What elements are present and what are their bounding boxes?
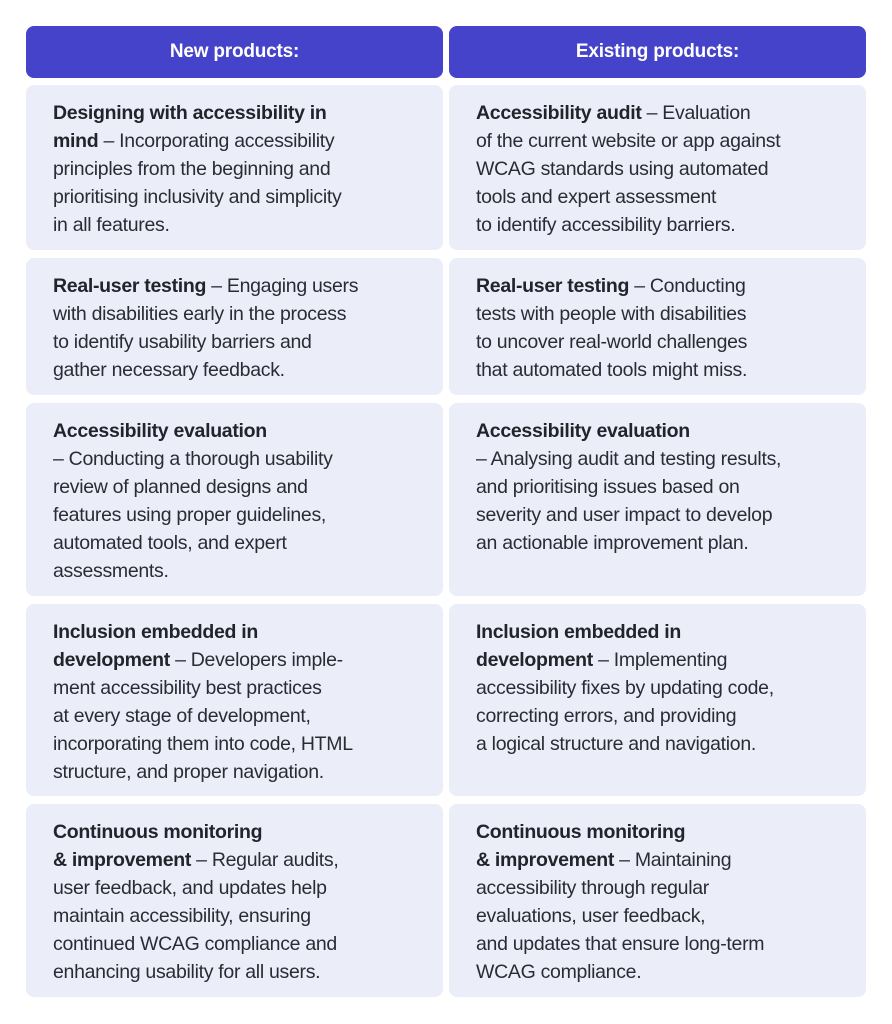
card-body-text: and updates that ensure long-term <box>476 933 765 955</box>
card-body-text: – Engaging users <box>206 275 359 297</box>
card-text-line <box>53 328 423 356</box>
card-text-line <box>53 300 423 328</box>
card-accessibility-evaluation <box>26 403 443 596</box>
card-body-text: review of planned designs and <box>53 476 308 498</box>
card-body-text: tests with people with disabilities <box>476 303 747 325</box>
card-inclusion-embedded <box>26 604 443 796</box>
card-continuous-monitoring <box>26 804 443 997</box>
card-text-line <box>476 529 846 557</box>
card-text-line <box>476 674 846 702</box>
card-text-line <box>53 155 423 183</box>
card-body-text: automated tools, and expert <box>53 532 287 554</box>
card-body-text: – Maintaining <box>614 849 732 871</box>
card-body-text: structure, and proper navigation. <box>53 761 324 783</box>
card-text-line <box>476 646 846 674</box>
card-body-text: of the current website or app against <box>476 130 781 152</box>
card-text-line <box>53 902 423 930</box>
card-real-user-testing <box>26 258 443 395</box>
card-text-line <box>476 930 846 958</box>
card-text-line <box>53 501 423 529</box>
card-title-text: development <box>476 649 593 671</box>
card-text-line <box>476 730 846 758</box>
card-text-line <box>53 473 423 501</box>
card-text-line <box>53 618 423 646</box>
card-body-text: – Analysing audit and testing results, <box>476 448 782 470</box>
card-text-line <box>476 473 846 501</box>
card-title-text: Accessibility audit <box>476 102 642 124</box>
card-body-text: – Regular audits, <box>191 849 339 871</box>
card-body-text: with disabilities early in the process <box>53 303 347 325</box>
new-products-header: New products: <box>26 26 443 78</box>
card-text-line <box>53 846 423 874</box>
existing-products-column <box>449 26 866 983</box>
card-body-text: evaluations, user feedback, <box>476 905 706 927</box>
card-text-line <box>53 958 423 986</box>
card-text-line <box>53 874 423 902</box>
existing-products-header: Existing products: <box>449 26 866 78</box>
card-text-line <box>53 99 423 127</box>
card-body-text: – Conducting <box>629 275 746 297</box>
card-text-line <box>53 211 423 239</box>
card-text-line <box>476 356 846 384</box>
card-body-text: to identify usability barriers and <box>53 331 312 353</box>
card-text-line <box>476 183 846 211</box>
card-body-text: severity and user impact to develop <box>476 504 773 526</box>
card-text-line <box>53 930 423 958</box>
card-body-text: gather necessary feedback. <box>53 359 285 381</box>
card-body-text: an actionable improvement plan. <box>476 532 749 554</box>
card-title-text: Designing with accessibility in <box>53 102 327 124</box>
card-accessibility-audit <box>449 85 866 250</box>
card-body-text: that automated tools might miss. <box>476 359 748 381</box>
card-text-line <box>53 272 423 300</box>
card-title-text: Inclusion embedded in <box>53 621 258 643</box>
card-text-line <box>476 272 846 300</box>
card-body-text: WCAG standards using automated <box>476 158 769 180</box>
card-body-text: and prioritising issues based on <box>476 476 740 498</box>
card-text-line <box>53 557 423 585</box>
card-body-text: – Implementing <box>592 649 728 671</box>
card-text-line <box>476 874 846 902</box>
card-text-line <box>476 211 846 239</box>
card-text-line <box>476 155 846 183</box>
card-text-line <box>476 127 846 155</box>
card-text-line <box>53 356 423 384</box>
card-text-line <box>476 300 846 328</box>
card-body-text: tools and expert assessment <box>476 186 717 208</box>
card-body-text: – Incorporating accessibility <box>98 130 335 152</box>
card-body-text: assessments. <box>53 560 169 582</box>
card-body-text: WCAG compliance. <box>476 961 642 983</box>
card-body-text: accessibility through regular <box>476 877 710 899</box>
card-body-text: – Evaluation <box>641 102 751 124</box>
card-text-line <box>53 730 423 758</box>
card-title-text: Continuous monitoring <box>476 821 686 843</box>
card-title-text: Inclusion embedded in <box>476 621 681 643</box>
card-title-text: & improvement <box>476 849 615 871</box>
card-text-line <box>53 127 423 155</box>
card-text-line <box>476 958 846 986</box>
new-products-column <box>26 26 443 983</box>
card-body-text: user feedback, and updates help <box>53 877 327 899</box>
card-body-text: – Developers imple- <box>169 649 343 671</box>
card-body-text: to identify accessibility barriers. <box>476 214 736 236</box>
card-body-text: a logical structure and navigation. <box>476 733 757 755</box>
card-text-line <box>476 902 846 930</box>
card-text-line <box>53 183 423 211</box>
card-inclusion-embedded <box>449 604 866 796</box>
card-text-line <box>476 818 846 846</box>
card-designing-with-accessibility <box>26 85 443 250</box>
card-title-text: development <box>53 649 170 671</box>
card-text-line <box>53 417 423 445</box>
card-title-text: & improvement <box>53 849 192 871</box>
card-text-line <box>53 646 423 674</box>
card-text-line <box>476 417 846 445</box>
card-body-text: prioritising inclusivity and simplicity <box>53 186 342 208</box>
card-text-line <box>53 702 423 730</box>
card-text-line <box>476 501 846 529</box>
card-text-line <box>476 328 846 356</box>
card-text-line <box>53 529 423 557</box>
card-text-line <box>476 445 846 473</box>
card-text-line <box>53 818 423 846</box>
card-body-text: ment accessibility best practices <box>53 677 322 699</box>
card-title-text: Real-user testing <box>53 275 207 297</box>
card-title-text: mind <box>53 130 99 152</box>
card-accessibility-evaluation <box>449 403 866 596</box>
card-text-line <box>53 445 423 473</box>
card-text-line <box>53 758 423 786</box>
card-body-text: correcting errors, and providing <box>476 705 737 727</box>
card-text-line <box>476 618 846 646</box>
card-body-text: enhancing usability for all users. <box>53 961 321 983</box>
card-continuous-monitoring <box>449 804 866 997</box>
card-body-text: – Conducting a thorough usability <box>53 448 333 470</box>
card-body-text: in all features. <box>53 214 170 236</box>
card-text-line <box>476 99 846 127</box>
card-title-text: Accessibility evaluation <box>53 420 267 442</box>
card-body-text: incorporating them into code, HTML <box>53 733 353 755</box>
card-title-text: Accessibility evaluation <box>476 420 690 442</box>
card-title-text: Real-user testing <box>476 275 630 297</box>
card-body-text: principles from the beginning and <box>53 158 331 180</box>
card-title-text: Continuous monitoring <box>53 821 263 843</box>
card-real-user-testing <box>449 258 866 395</box>
card-body-text: maintain accessibility, ensuring <box>53 905 311 927</box>
card-text-line <box>476 702 846 730</box>
card-text-line <box>53 674 423 702</box>
card-body-text: at every stage of development, <box>53 705 311 727</box>
card-text-line <box>476 846 846 874</box>
card-body-text: features using proper guidelines, <box>53 504 327 526</box>
card-body-text: to uncover real-world challenges <box>476 331 748 353</box>
card-body-text: continued WCAG compliance and <box>53 933 337 955</box>
card-body-text: accessibility fixes by updating code, <box>476 677 774 699</box>
